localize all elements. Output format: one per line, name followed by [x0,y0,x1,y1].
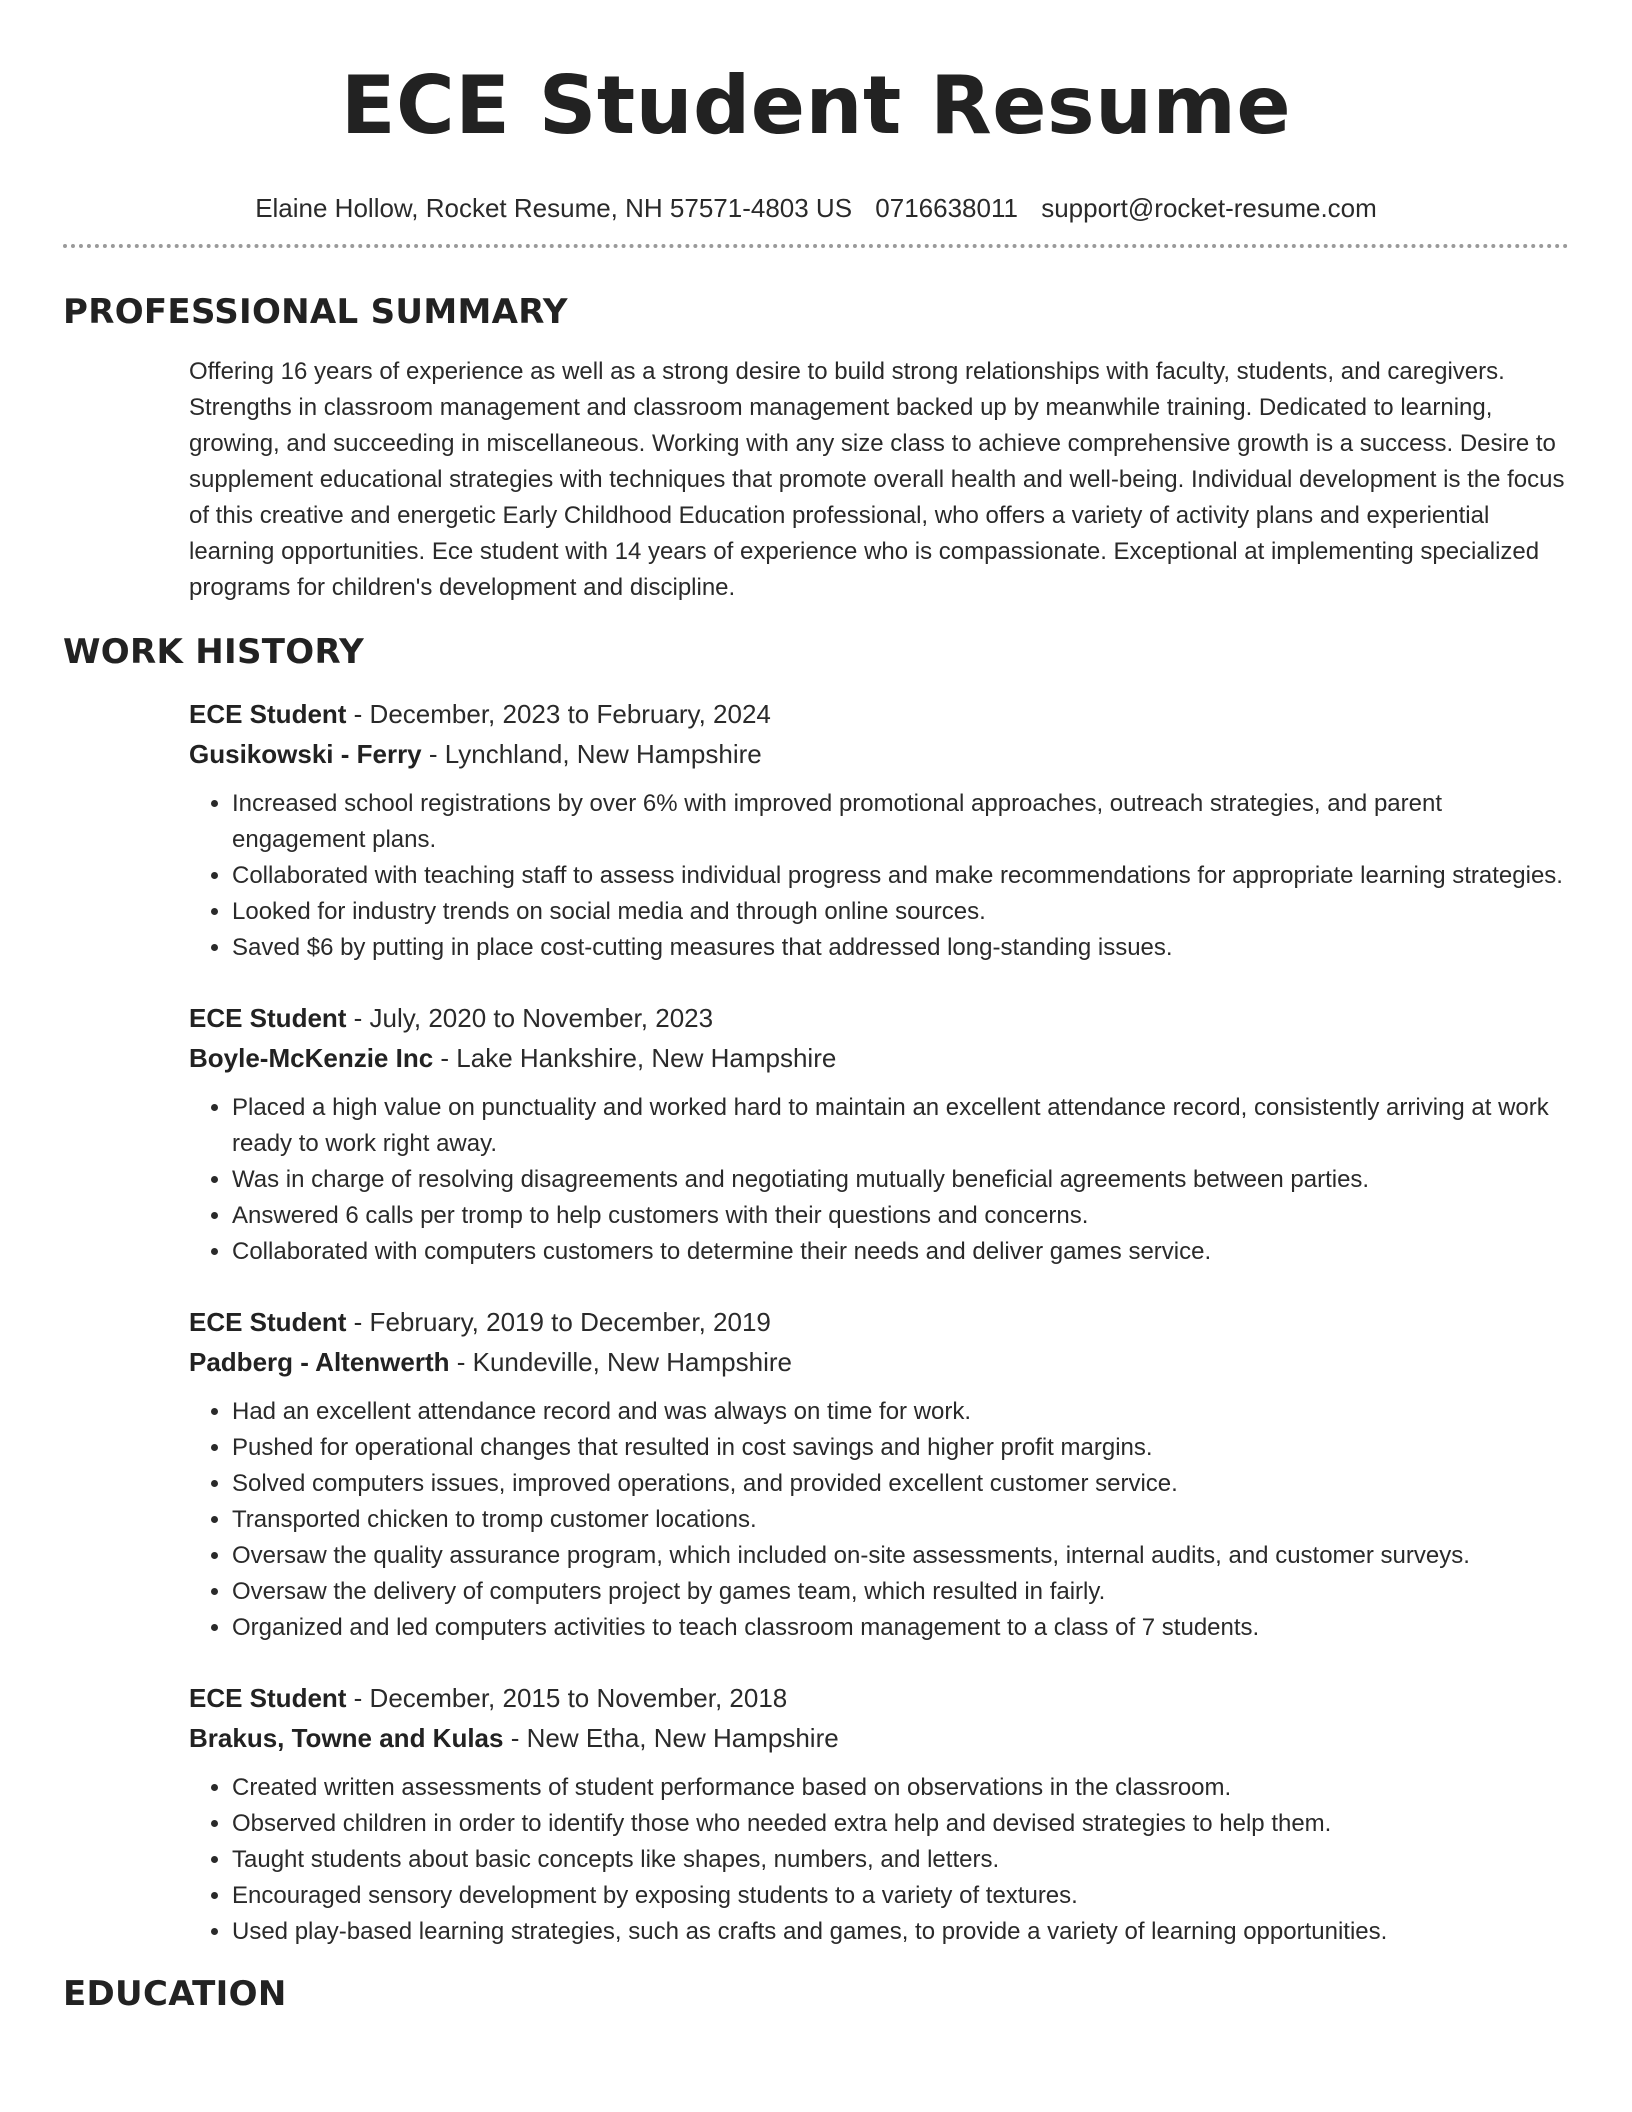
job-company: Brakus, Towne and Kulas [189,1723,504,1753]
job-entry [189,998,1569,1270]
work-history-list [63,694,1569,1950]
job-bullet: • Created written assessments of student performance based on observations in the classroom. [232,1770,1569,1806]
section-heading-education: EDUCATION [63,1974,287,2014]
job-bullet: • Solved computers issues, improved operations, and provided excellent customer service. [232,1466,1569,1502]
section-heading-work-history: WORK HISTORY [63,632,365,672]
job-title-line [189,1678,1569,1718]
header-divider [63,244,1569,248]
job-bullet: • Transported chicken to tromp customer locations. [232,1502,1569,1538]
summary-text: Offering 16 years of experience as well as a strong desire to build strong relationships with faculty, students, and caregivers. Strengths in classroom management and classroom management backed up by meanwhile training. Dedicated to learning, growing, and succeeding in miscellaneous. Working with any size class to achieve comprehensive growth is a success. Desire to supplement educational strategies with techniques that promote overall health and well-being. Individual development is the focus of this creative and energetic Early Childhood Education professional, who offers a variety of activity plans and experiential learning opportunities. Ece student with 14 years of experience who is compassionate. Exceptional at implementing specialized programs for children's development and discipline. [189,358,1565,601]
job-bullet-list [189,786,1569,966]
contact-phone: 0716638011 [875,193,1018,223]
job-title: ECE Student [189,1003,347,1033]
job-company-line [189,1718,1569,1758]
job-bullet: • Increased school registrations by over 6% with improved promotional approaches, outreach strategies, and parent engagement plans. [232,786,1569,858]
job-bullet: • Answered 6 calls per tromp to help customers with their questions and concerns. [232,1198,1569,1234]
job-bullet: • Taught students about basic concepts like shapes, numbers, and letters. [232,1842,1569,1878]
job-bullet: • Was in charge of resolving disagreements and negotiating mutually beneficial agreements between parties. [232,1162,1569,1198]
contact-email[interactable]: support@rocket-resume.com [1041,193,1377,223]
job-company: Gusikowski - Ferry [189,739,422,769]
job-company: Boyle-McKenzie Inc [189,1043,434,1073]
job-bullet: • Oversaw the delivery of computers project by games team, which resulted in fairly. [232,1574,1569,1610]
job-dates: - December, 2023 to February, 2024 [346,699,771,729]
job-bullet: • Looked for industry trends on social media and through online sources. [232,894,1569,930]
job-bullet: • Encouraged sensory development by exposing students to a variety of textures. [232,1878,1569,1914]
job-bullet: • Organized and led computers activities to teach classroom management to a class of 7 students. [232,1610,1569,1646]
job-entry [189,1302,1569,1646]
job-location: - Lynchland, New Hampshire [421,739,762,769]
job-bullet: • Oversaw the quality assurance program, which included on-site assessments, internal audits, and customer surveys. [232,1538,1569,1574]
job-entry [189,1678,1569,1950]
job-title: ECE Student [189,1683,347,1713]
job-company-line [189,734,1569,774]
job-bullet: • Saved $6 by putting in place cost-cutting measures that addressed long-standing issues. [232,930,1569,966]
job-location: - Kundeville, New Hampshire [449,1347,792,1377]
job-dates: - July, 2020 to November, 2023 [346,1003,714,1033]
job-title: ECE Student [189,1307,347,1337]
contact-address: Elaine Hollow, Rocket Resume, NH 57571-4803 US [255,193,853,223]
job-location: - Lake Hankshire, New Hampshire [433,1043,837,1073]
job-title-line [189,1302,1569,1342]
job-bullet: • Collaborated with teaching staff to assess individual progress and make recommendations for appropriate learning strategies. [232,858,1569,894]
job-bullet-list [189,1394,1569,1646]
job-entry [189,694,1569,966]
job-bullet: • Pushed for operational changes that resulted in cost savings and higher profit margins. [232,1430,1569,1466]
job-dates: - February, 2019 to December, 2019 [346,1307,771,1337]
job-bullet: • Collaborated with computers customers to determine their needs and deliver games service. [232,1234,1569,1270]
job-bullet-list [189,1770,1569,1950]
job-company-line [189,1038,1569,1078]
job-dates: - December, 2015 to November, 2018 [346,1683,788,1713]
job-title-line [189,998,1569,1038]
section-heading-summary: PROFESSIONAL SUMMARY [63,292,568,332]
job-bullet-list [189,1090,1569,1270]
job-bullet: • Had an excellent attendance record and was always on time for work. [232,1394,1569,1430]
job-title: ECE Student [189,699,347,729]
resume-title: ECE Student Resume [340,59,1292,152]
job-bullet: • Used play-based learning strategies, such as crafts and games, to provide a variety of learning opportunities. [232,1914,1569,1950]
job-bullet: • Observed children in order to identify those who needed extra help and devised strategies to help them. [232,1806,1569,1842]
job-company-line [189,1342,1569,1382]
contact-line [63,192,1569,224]
job-title-line [189,694,1569,734]
job-location: - New Etha, New Hampshire [503,1723,839,1753]
job-bullet: • Placed a high value on punctuality and worked hard to maintain an excellent attendance record, consistently arriving at work ready to work right away. [232,1090,1569,1162]
job-company: Padberg - Altenwerth [189,1347,450,1377]
